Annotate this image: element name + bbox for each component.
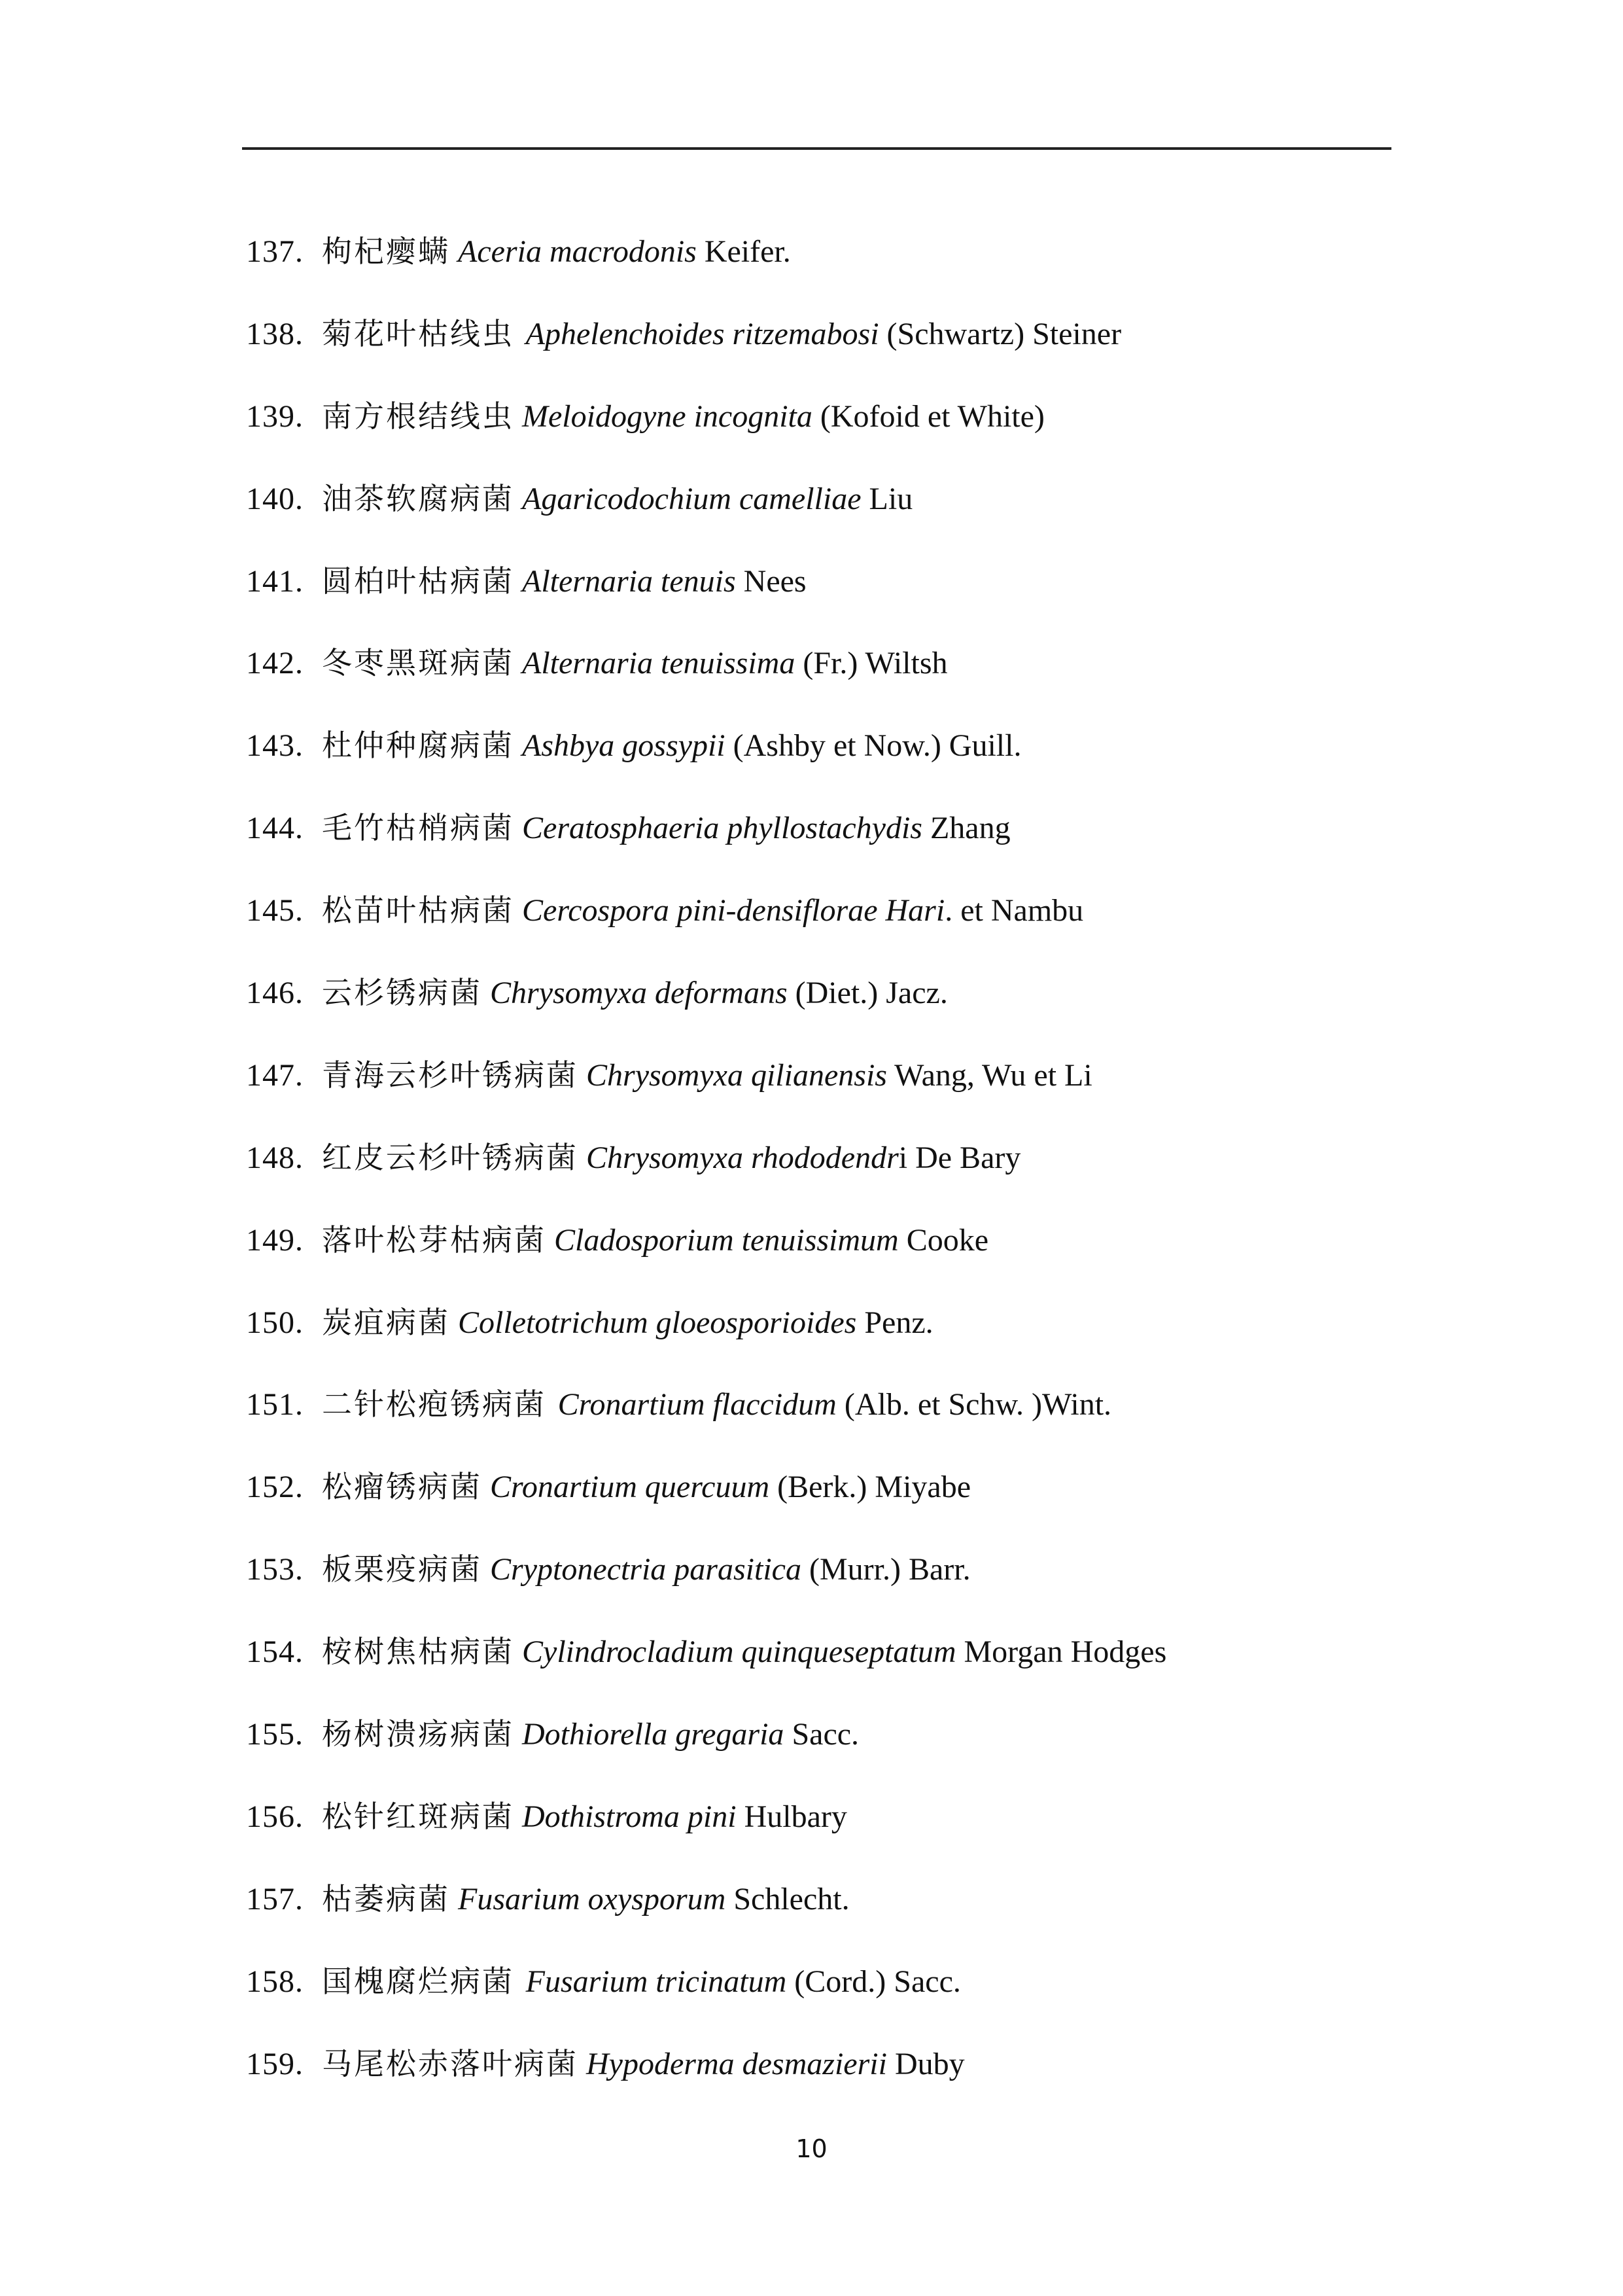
entry-authority: Keifer. xyxy=(704,234,791,269)
list-item xyxy=(246,640,1391,722)
entry-scientific-name: Fusarium oxysporum xyxy=(458,1881,726,1916)
entry-chinese-name: 菊花叶枯线虫 xyxy=(322,315,526,351)
entry-authority: Wang, Wu et Li xyxy=(894,1057,1092,1093)
list-item xyxy=(246,1052,1391,1135)
entry-number: 151. xyxy=(246,1387,304,1422)
entry-authority: Liu xyxy=(869,481,913,516)
entry-scientific-name: Cronartium flaccidum xyxy=(557,1387,837,1422)
entry-authority: (Murr.) Barr. xyxy=(809,1552,971,1587)
entry-chinese-name: 马尾松赤落叶病菌 xyxy=(322,2045,578,2081)
entry-number: 158. xyxy=(246,1964,304,1999)
entry-scientific-name: Cryptonectria parasitica xyxy=(490,1552,801,1587)
list-item xyxy=(246,228,1391,311)
list-item xyxy=(246,1299,1391,1382)
list-item xyxy=(246,1381,1391,1464)
entry-number: 157. xyxy=(246,1881,304,1916)
entry-scientific-name: Agaricodochium camelliae xyxy=(522,481,862,516)
entry-authority: Zhang xyxy=(930,811,1011,846)
entry-authority: Schlecht. xyxy=(733,1881,850,1916)
list-item xyxy=(246,1629,1391,1711)
entry-number: 149. xyxy=(246,1222,304,1258)
entry-authority: Sacc. xyxy=(792,1717,860,1752)
entry-chinese-name: 毛竹枯梢病菌 xyxy=(322,810,514,846)
list-item xyxy=(246,1958,1391,2041)
entry-scientific-name: Colletotrichum gloeosporioides xyxy=(458,1305,857,1340)
entry-scientific-name: Dothiorella gregaria xyxy=(522,1717,784,1752)
entry-chinese-name: 松苗叶枯病菌 xyxy=(322,892,514,928)
list-item xyxy=(246,805,1391,887)
list-item xyxy=(246,1464,1391,1546)
entry-number: 137. xyxy=(246,234,304,269)
entry-scientific-name: Alternaria tenuissima xyxy=(522,646,795,681)
entry-number: 155. xyxy=(246,1717,304,1752)
entry-chinese-name: 二针松疱锈病菌 xyxy=(322,1386,558,1422)
entry-number: 154. xyxy=(246,1634,304,1670)
entry-chinese-name: 松瘤锈病菌 xyxy=(322,1469,482,1505)
entry-chinese-name: 板栗疫病菌 xyxy=(322,1551,482,1587)
entry-number: 159. xyxy=(246,2046,304,2081)
entry-chinese-name: 桉树焦枯病菌 xyxy=(322,1634,514,1670)
entry-chinese-name: 云杉锈病菌 xyxy=(322,975,482,1011)
entry-chinese-name: 落叶松芽枯病菌 xyxy=(322,1222,546,1258)
entry-scientific-name: Chrysomyxa rhododendr xyxy=(586,1140,899,1175)
entry-scientific-name: Chrysomyxa deformans xyxy=(490,976,788,1011)
entry-authority: (Berk.) Miyabe xyxy=(777,1470,971,1505)
entry-chinese-name: 松针红斑病菌 xyxy=(322,1798,514,1834)
list-item xyxy=(246,393,1391,476)
list-item xyxy=(246,1793,1391,1876)
list-item xyxy=(246,558,1391,641)
entry-authority: (Kofoid et White) xyxy=(820,398,1045,434)
list-item xyxy=(246,1217,1391,1299)
entry-authority: (Ashby et Now.) Guill. xyxy=(733,728,1022,764)
page-number: 10 xyxy=(795,2134,828,2163)
header-rule xyxy=(242,147,1391,150)
entry-number: 146. xyxy=(246,976,304,1011)
list-item xyxy=(246,887,1391,970)
entry-chinese-name: 国槐腐烂病菌 xyxy=(322,1963,526,1999)
entry-authority: Duby xyxy=(894,2046,965,2081)
list-item xyxy=(246,970,1391,1052)
list-item xyxy=(246,722,1391,805)
entry-chinese-name: 炭疽病菌 xyxy=(322,1304,450,1340)
entry-number: 153. xyxy=(246,1552,304,1587)
entry-chinese-name: 杨树溃疡病菌 xyxy=(322,1716,514,1752)
entry-authority: (Diet.) Jacz. xyxy=(795,976,948,1011)
entry-authority: Nees xyxy=(743,563,807,599)
entry-number: 140. xyxy=(246,481,304,516)
entry-scientific-name: Cercospora pini-densiflorae Hari xyxy=(522,893,945,928)
entry-number: 156. xyxy=(246,1799,304,1834)
entry-chinese-name: 杜仲种腐病菌 xyxy=(322,728,514,764)
entry-number: 144. xyxy=(246,811,304,846)
entry-chinese-name: 枸杞瘿螨 xyxy=(322,234,450,269)
entry-scientific-name: Meloidogyne incognita xyxy=(522,398,812,434)
entry-number: 152. xyxy=(246,1470,304,1505)
list-item xyxy=(246,311,1391,393)
entry-number: 142. xyxy=(246,646,304,681)
entry-authority: Cooke xyxy=(906,1222,989,1258)
entry-scientific-name: Ashbya gossypii xyxy=(522,728,725,764)
entry-scientific-name: Alternaria tenuis xyxy=(522,563,736,599)
list-item xyxy=(246,1546,1391,1629)
entry-number: 145. xyxy=(246,893,304,928)
list-item xyxy=(246,2041,1391,2123)
entry-scientific-name: Hypoderma desmazierii xyxy=(586,2046,887,2081)
entry-authority: (Alb. et Schw. )Wint. xyxy=(844,1387,1112,1422)
entry-scientific-name: Fusarium tricinatum xyxy=(525,1964,787,1999)
entry-chinese-name: 冬枣黑斑病菌 xyxy=(322,645,514,681)
entry-scientific-name: Ceratosphaeria phyllostachydis xyxy=(522,811,922,846)
list-item xyxy=(246,476,1391,558)
entry-scientific-name: Cronartium quercuum xyxy=(490,1470,770,1505)
entry-chinese-name: 南方根结线虫 xyxy=(322,398,514,434)
entry-number: 143. xyxy=(246,728,304,764)
entry-authority: . et Nambu xyxy=(945,893,1084,928)
entry-number: 148. xyxy=(246,1140,304,1175)
entry-chinese-name: 红皮云杉叶锈病菌 xyxy=(322,1139,578,1175)
entry-scientific-name: Dothistroma pini xyxy=(522,1799,737,1834)
entry-authority: Hulbary xyxy=(744,1799,847,1834)
entry-scientific-name: Aceria macrodonis xyxy=(458,234,697,269)
entry-authority: Morgan Hodges xyxy=(964,1634,1167,1670)
entry-number: 150. xyxy=(246,1305,304,1340)
entry-scientific-name: Chrysomyxa qilianensis xyxy=(586,1057,887,1093)
entry-number: 141. xyxy=(246,563,304,599)
entry-chinese-name: 圆柏叶枯病菌 xyxy=(322,563,514,599)
entry-chinese-name: 青海云杉叶锈病菌 xyxy=(322,1057,578,1093)
entry-authority: (Fr.) Wiltsh xyxy=(803,646,948,681)
list-item xyxy=(246,1135,1391,1217)
entry-authority: Penz. xyxy=(864,1305,934,1340)
entry-scientific-name: Aphelenchoides ritzemabosi xyxy=(525,316,879,351)
species-list xyxy=(246,228,1391,2123)
list-item xyxy=(246,1711,1391,1793)
entry-number: 139. xyxy=(246,398,304,434)
entry-scientific-name: Cladosporium tenuissimum xyxy=(554,1222,899,1258)
entry-chinese-name: 枯萎病菌 xyxy=(322,1881,450,1916)
entry-number: 138. xyxy=(246,316,304,351)
entry-chinese-name: 油茶软腐病菌 xyxy=(322,480,514,516)
entry-authority: (Cord.) Sacc. xyxy=(794,1964,961,1999)
entry-authority: i De Bary xyxy=(898,1140,1021,1175)
entry-scientific-name: Cylindrocladium quinqueseptatum xyxy=(522,1634,956,1670)
list-item xyxy=(246,1876,1391,1958)
entry-authority: (Schwartz) Steiner xyxy=(886,316,1122,351)
entry-number: 147. xyxy=(246,1057,304,1093)
